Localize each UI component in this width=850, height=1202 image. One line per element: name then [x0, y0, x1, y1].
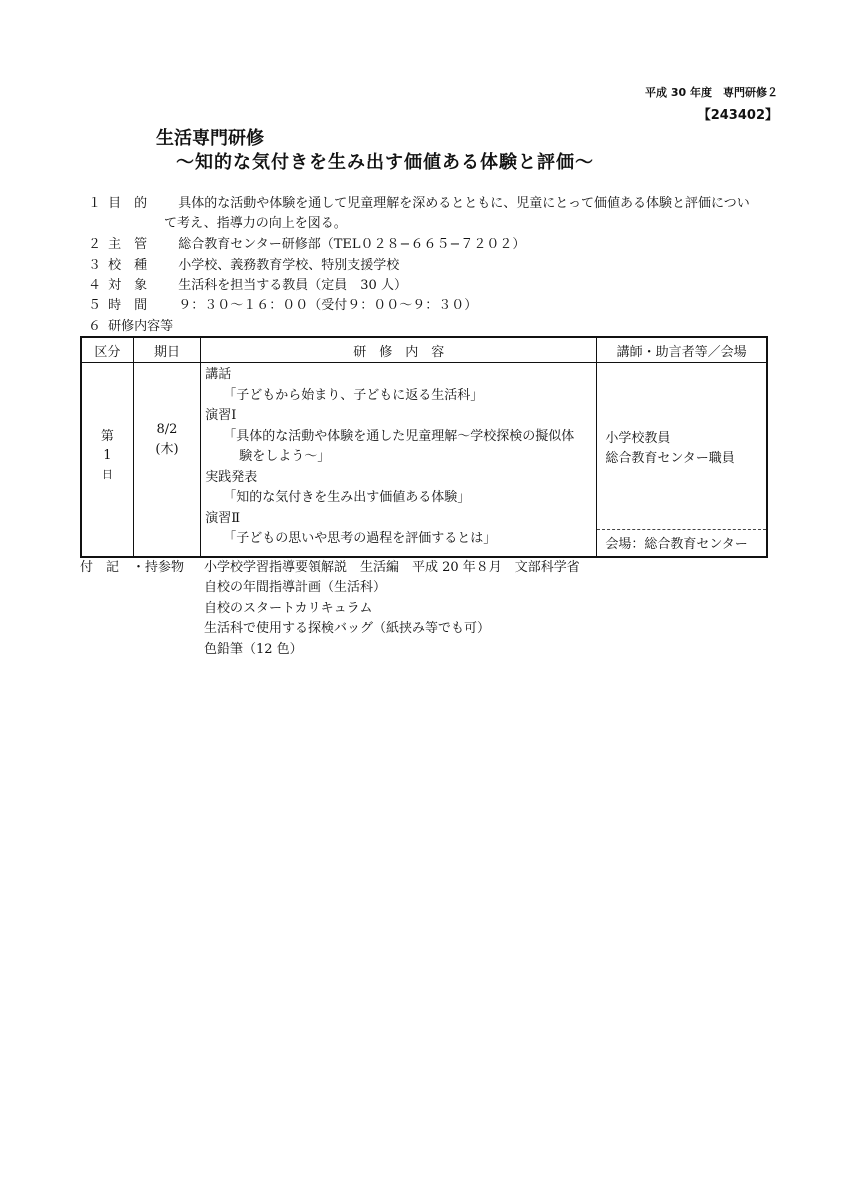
item-number: ３ — [88, 258, 102, 273]
item-number: ４ — [88, 278, 102, 293]
venue-text: 会場：総合教育センター — [605, 537, 748, 552]
item-number: １ — [88, 196, 102, 211]
header-content: 研 修 内 容 — [201, 337, 597, 363]
item-text: ９：３０〜１６：００（受付９：００〜９：３０） — [178, 298, 478, 313]
instructor-name: 小学校教員 — [605, 431, 671, 446]
item-label: 目 的 — [108, 196, 148, 211]
page-title: 生活専門研修 — [156, 128, 264, 149]
content-cell — [201, 363, 597, 557]
page-subtitle: 〜知的な気付きを生み出す価値ある体験と評価〜 — [176, 152, 594, 173]
item-organizer — [88, 233, 525, 252]
item-content-heading — [88, 315, 173, 334]
item-target — [88, 274, 407, 293]
table-row — [81, 363, 767, 557]
item-school-type — [88, 254, 399, 273]
item-text: 具体的な活動や体験を通して児童理解を深めるとともに、児童にとって価値ある体験と評価につい — [178, 196, 750, 211]
notes-item: 自校の年間指導計画（生活科） — [204, 580, 387, 595]
item-number: ６ — [88, 319, 102, 334]
schedule-table — [80, 336, 768, 558]
notes-item: 生活科で使用する探検バッグ（紙挟み等でも可） — [204, 621, 491, 636]
item-text: 小学校、義務教育学校、特別支援学校 — [178, 258, 400, 273]
content-line: 「知的な気付きを生み出す価値ある体験」 — [223, 490, 471, 505]
item-time — [88, 294, 477, 313]
item-number: ５ — [88, 298, 102, 313]
fiscal-year-label: 平成 30 年度 専門研修２ — [645, 86, 778, 99]
item-label: 時 間 — [108, 298, 148, 313]
notes-sublabel: ・持参物 — [132, 560, 185, 575]
date-weekday: (木) — [155, 442, 179, 458]
content-heading: 演習Ⅰ — [205, 408, 237, 423]
division-day-number: 1 — [103, 447, 112, 463]
content-line: 「子どもから始まり、子どもに返る生活科」 — [223, 387, 484, 403]
content-heading: 演習Ⅱ — [205, 510, 241, 526]
item-label: 対 象 — [108, 278, 148, 293]
content-heading: 実践発表 — [205, 469, 258, 485]
item-label: 校 種 — [108, 258, 148, 273]
content-line: 「具体的な活動や体験を通した児童理解〜学校探検の擬似体 — [223, 428, 575, 444]
item-label: 主 管 — [108, 237, 148, 252]
division-day-char-1: 第 — [100, 428, 114, 444]
item-text: 総合教育センター研修部（TEL０２８−６６５−７２０２） — [178, 237, 526, 252]
item-text: 生活科を担当する教員（定員 30 人） — [178, 278, 407, 293]
content-line: 験をしよう〜」 — [239, 449, 331, 464]
notes-item: 小学校学習指導要領解説 生活編 平成 20 年８月 文部科学省 — [204, 560, 580, 575]
instructor-cell — [597, 363, 767, 557]
division-day-char-2: 日 — [101, 467, 113, 481]
venue-divider — [597, 529, 766, 530]
instructor-name: 総合教育センター職員 — [605, 451, 735, 466]
table-header-row — [81, 337, 767, 363]
date-value: 8/2 — [156, 422, 178, 438]
header-division: 区分 — [81, 337, 133, 363]
header-instructor-venue: 講師・助言者等／会場 — [597, 337, 767, 363]
content-line: 「子どもの思いや思考の過程を評価するとは」 — [223, 531, 497, 546]
header-date: 期日 — [133, 337, 201, 363]
content-heading: 講話 — [205, 367, 232, 382]
notes-item: 色鉛筆（12 色） — [204, 642, 303, 657]
date-cell — [133, 363, 201, 557]
item-purpose-continued: て考え、指導力の向上を図る。 — [164, 216, 347, 231]
item-purpose — [88, 192, 750, 211]
notes-label: 付 記 — [80, 560, 120, 575]
item-label: 研修内容等 — [108, 319, 174, 334]
division-cell — [81, 363, 133, 557]
notes-item: 自校のスタートカリキュラム — [204, 601, 373, 616]
course-code: 【243402】 — [697, 108, 778, 123]
item-number: ２ — [88, 237, 102, 252]
